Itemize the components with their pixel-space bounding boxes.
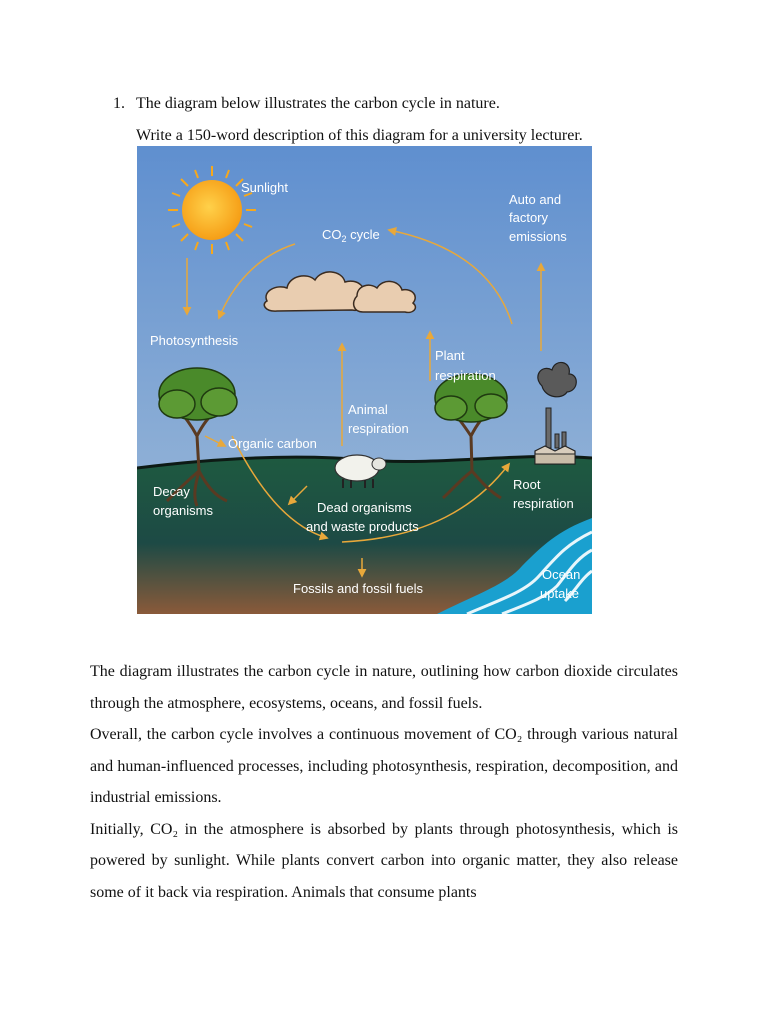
label-root-respiration-1: Root <box>513 477 541 492</box>
essay-body <box>90 656 678 908</box>
essay-paragraph-details: Initially, CO₂ in the atmosphere is absorbed by plants through photosynthesis, which is powered by sunlight. While plants convert carbon into organic matter, they also release some of it back via respiration. Animals that consume plants <box>90 820 678 901</box>
label-photosynthesis: Photosynthesis <box>150 333 239 348</box>
label-ocean-2: uptake <box>540 586 580 601</box>
label-fossils: Fossils and fossil fuels <box>293 581 424 596</box>
label-organic-carbon: Organic carbon <box>228 436 317 451</box>
question-number: 1. <box>113 95 125 112</box>
carbon-cycle-diagram <box>137 146 592 614</box>
label-ocean-1: Ocean <box>542 567 581 582</box>
label-emissions-1: Auto and <box>509 192 562 207</box>
label-sunlight: Sunlight <box>241 180 288 195</box>
essay-paragraph-intro: The diagram illustrates the carbon cycle in nature, outlining how carbon dioxide circulates through the atmosphere, ecosystems, oceans, and fossil fuels. <box>90 663 678 712</box>
label-dead-organisms-1: Dead organisms <box>317 500 412 515</box>
label-animal-respiration-1: Animal <box>348 402 388 417</box>
label-dead-organisms-2: and waste products <box>306 519 419 534</box>
question-instruction: Write a 150-word description of this diagram for a university lecturer. <box>136 127 583 144</box>
label-plant-respiration-2: respiration <box>435 368 496 383</box>
label-emissions-3: emissions <box>509 229 567 244</box>
label-co2-cycle: $CO_2$ cycle <box>322 227 380 244</box>
label-emissions-2: factory <box>509 210 549 225</box>
label-root-respiration-2: respiration <box>513 496 574 511</box>
question-prompt: The diagram below illustrates the carbon cycle in nature. <box>136 95 500 112</box>
label-decay-2: organisms <box>153 503 213 518</box>
essay-paragraph-overview: Overall, the carbon cycle involves a continuous movement of CO₂ through various natural and human-influenced processes, including photosynthesis, respiration, decomposition, and industrial emissions. <box>90 726 678 806</box>
label-plant-respiration-1: Plant <box>435 348 465 363</box>
label-animal-respiration-2: respiration <box>348 421 409 436</box>
label-decay-1: Decay <box>153 484 190 499</box>
